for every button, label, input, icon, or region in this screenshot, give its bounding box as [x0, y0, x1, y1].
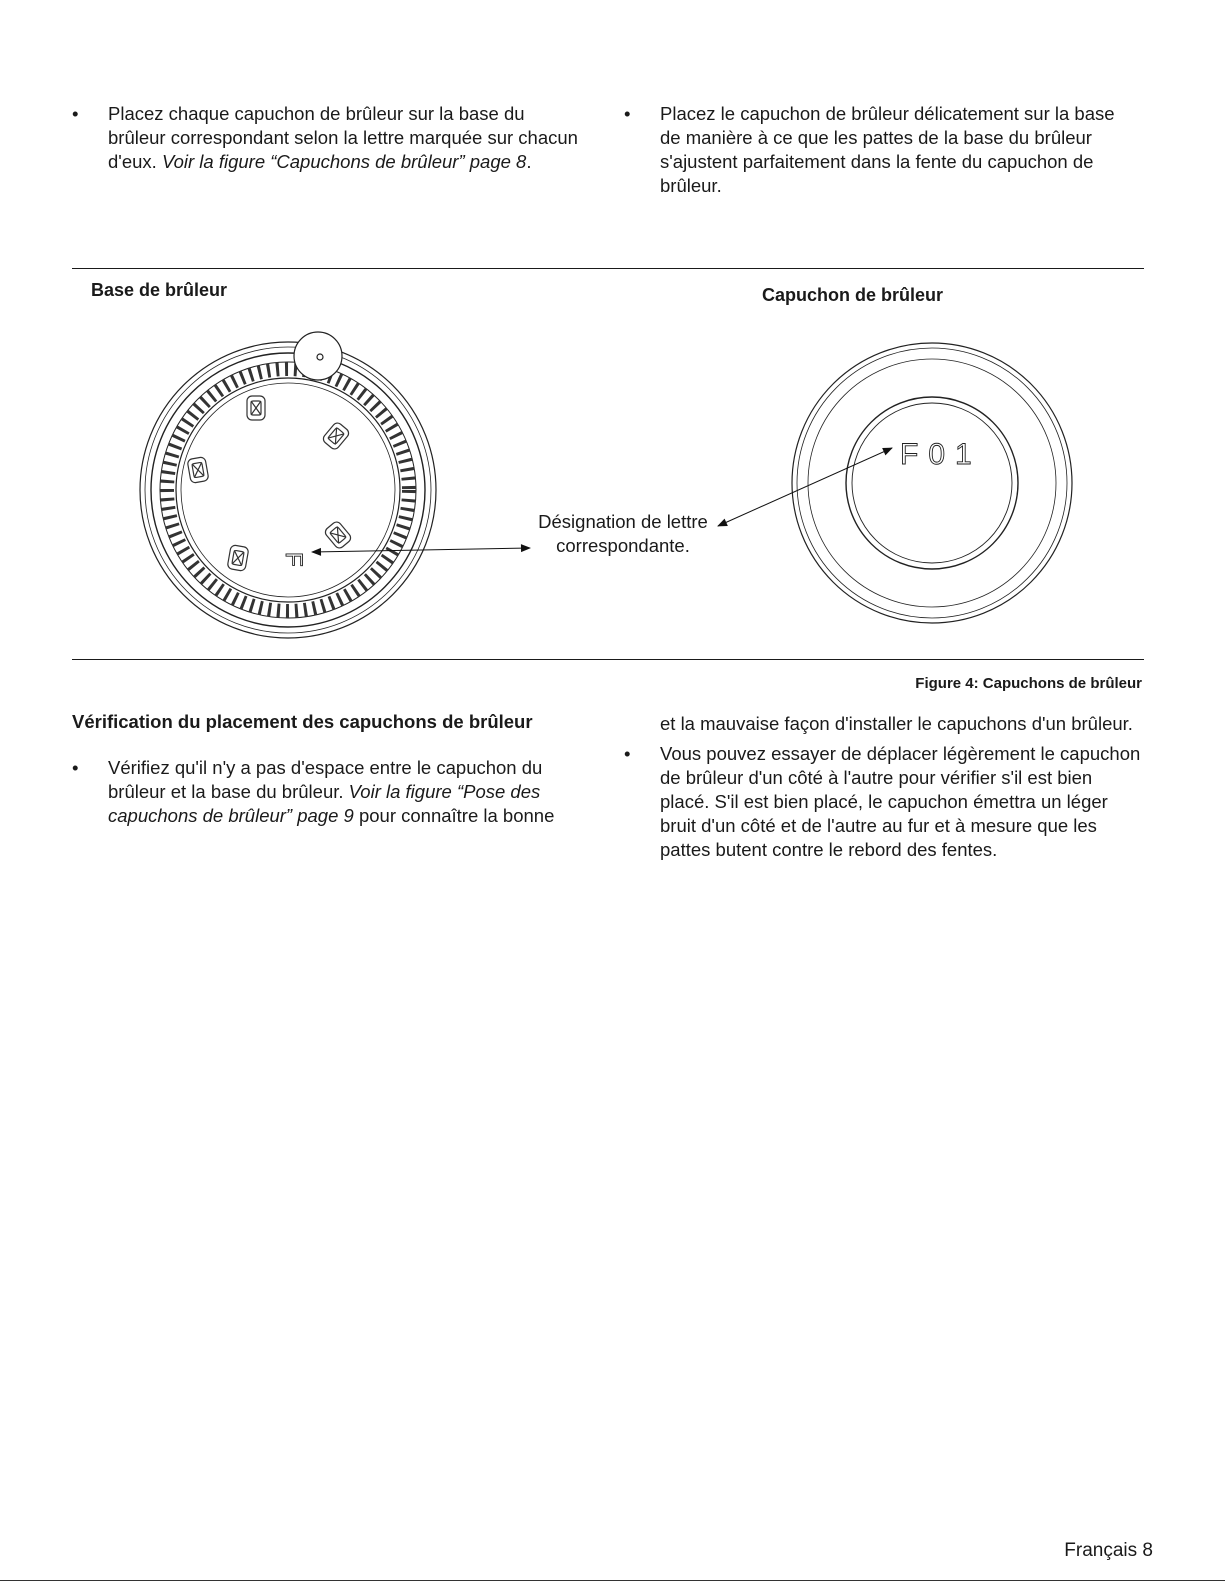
- body-text-continued: pour connaître la bonne: [353, 805, 555, 826]
- bullet: •: [624, 743, 631, 764]
- continuation-text: et la mauvaise façon d'installer le capuchons d'un brûleur.: [660, 713, 1133, 734]
- callout-line-2: correspondante.: [556, 535, 690, 556]
- cap-letter-mark: F01: [900, 438, 982, 471]
- bullet: •: [72, 103, 79, 124]
- figure-label-cap: Capuchon de brûleur: [762, 285, 944, 305]
- leader-arrow-cap: [718, 448, 892, 526]
- body-text: Vous pouvez essayer de déplacer légèrement le capuchon de brûleur d'un côté à l'autre pour vérifier s'il est bien placé. S'il est bien placé, le capuchon émettra un léger bruit d'un côté et de l'autre au fur et à mesure que les pattes butent contre le rebord des fentes.: [660, 743, 1141, 860]
- leader-arrow-base: [312, 548, 530, 552]
- body-text: Vérifiez qu'il n'y a pas d'espace entre le capuchon du brûleur et la base du brûleur.: [108, 757, 543, 802]
- burner-ports: [187, 396, 353, 571]
- bullet: •: [72, 757, 79, 778]
- list-item: [72, 756, 584, 828]
- list-item: [624, 742, 1144, 862]
- figure-reference-link[interactable]: Voir la figure “Capuchons de brûleur” page 8: [161, 151, 527, 172]
- section-heading: Vérification du placement des capuchons de brûleur: [72, 711, 533, 732]
- figure-reference-link[interactable]: Voir la figure “Pose des capuchons de brûleur” page 9: [108, 781, 541, 826]
- igniter-drawing: [294, 332, 342, 380]
- bottom-rule: [0, 1580, 1225, 1581]
- figure-label-base: Base de brûleur: [91, 280, 228, 300]
- body-text: Placez le capuchon de brûleur délicatement sur la base de manière à ce que les pattes de la base du brûleur s'ajustent parfaitement dans la fente du capuchon de brûleur.: [660, 103, 1115, 196]
- burner-figure: [0, 0, 1225, 700]
- body-text: Placez chaque capuchon de brûleur sur la base du brûleur correspondant selon la lettre marquée sur chacun d'eux.: [108, 103, 578, 172]
- burner-base-drawing: [140, 342, 436, 638]
- lower-right-column: [624, 712, 1144, 862]
- page-footer: Français 8: [1064, 1540, 1153, 1561]
- lower-left-column: [72, 756, 584, 828]
- base-letter-mark: F: [280, 552, 307, 567]
- callout-line-1: Désignation de lettre: [538, 511, 708, 532]
- figure-caption: Figure 4: Capuchons de brûleur: [915, 675, 1142, 692]
- figure-bottom-rule: [72, 659, 1144, 660]
- body-text-end: .: [526, 151, 532, 172]
- bullet: •: [624, 103, 631, 124]
- figure-callout: [528, 510, 718, 558]
- burner-cap-drawing: [792, 343, 1072, 623]
